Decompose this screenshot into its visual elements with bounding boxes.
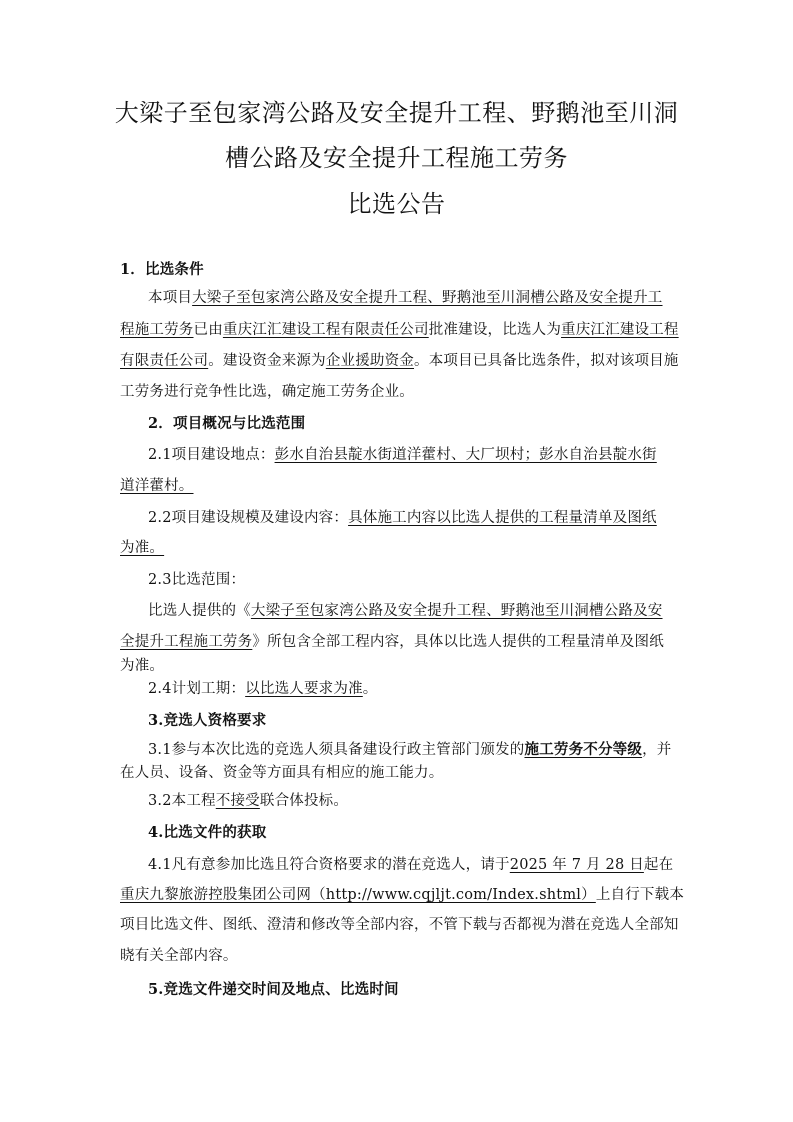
- selector-name-cont: 有限责任公司: [120, 353, 209, 369]
- section-2-heading: 2．项目概况与比选范围: [148, 415, 306, 432]
- item-4-1-line-4: 晓有关全部内容。: [120, 948, 238, 964]
- location-value: 彭水自治县靛水街道洋藿村、大厂坝村；彭水自治县靛水街: [274, 447, 657, 463]
- item-3-2: [148, 794, 348, 809]
- label: 2.2项目建设规模及建设内容：: [148, 510, 349, 526]
- duration-value: 以比选人要求为准: [245, 681, 363, 697]
- section-1-para-line-3: [120, 354, 679, 369]
- text: ，并: [642, 742, 672, 758]
- text: 联合体投标。: [259, 793, 349, 809]
- text: 上自行下载本: [595, 887, 685, 903]
- item-2-3: 2.3比选范围：: [148, 572, 246, 588]
- text: 3.1参与本次比选的竞选人须具备建设行政主管部门颁发的: [148, 742, 525, 758]
- text: 本项目: [148, 290, 193, 306]
- item-3-1-line-2: 在人员、设备、资金等方面具有相应的施工能力。: [120, 765, 444, 781]
- item-2-4: [148, 682, 377, 697]
- text: 。: [362, 681, 378, 697]
- section-4-heading: 4.比选文件的获取: [148, 824, 267, 841]
- label: 2.4计划工期：: [148, 681, 246, 697]
- section-1-para-line-2: [120, 323, 679, 338]
- scope-value-cont: 为准。: [120, 540, 165, 556]
- text: 。建设资金来源为: [208, 353, 326, 369]
- item-4-1-line-1: [148, 858, 673, 873]
- project-name-cont: 全提升工程施工劳务: [120, 634, 253, 650]
- project-name-cont: 程施工劳务: [120, 322, 194, 338]
- text: 起在: [643, 857, 674, 873]
- approver-name: 重庆江汇建设工程有限责任公司: [222, 322, 429, 338]
- location-value-cont: 道洋藿村。: [120, 478, 194, 494]
- text: 比选人提供的《: [148, 603, 251, 619]
- qualification-value: 施工劳务不分等级: [524, 741, 643, 758]
- selector-name: 重庆江汇建设工程: [561, 322, 679, 338]
- project-name: 大梁子至包家湾公路及安全提升工程、野鹅池至川洞槽公路及安全提升工: [192, 290, 663, 306]
- start-date: 2025 年 7 月 28 日: [509, 857, 644, 873]
- text: 。本项目已具备比选条件，拟对该项目施: [414, 353, 679, 369]
- fund-source: 企业援助资金: [325, 353, 415, 369]
- section-5-heading: 5.竞选文件递交时间及地点、比选时间: [148, 981, 399, 998]
- title-line-1: 大梁子至包家湾公路及安全提升工程、野鹅池至川洞: [114, 99, 679, 127]
- scope-value: 具体施工内容以比选人提供的工程量清单及图纸: [348, 510, 657, 526]
- text: 批准建设，比选人为: [428, 322, 562, 338]
- item-2-2-line-1: [148, 511, 657, 526]
- item-2-1-line-1: [148, 448, 657, 463]
- item-4-1-line-2: [120, 888, 684, 903]
- section-1-para-line-1: [148, 291, 663, 306]
- item-2-2-line-2: [120, 541, 164, 556]
- section-1-heading: 1．比选条件: [120, 261, 204, 278]
- section-3-heading: 3.竞选人资格要求: [148, 712, 267, 729]
- item-2-1-line-2: [120, 479, 194, 494]
- text: 》所包含全部工程内容，具体以比选人提供的工程量清单及图纸: [252, 634, 664, 650]
- item-4-1-line-3: 项目比选文件、图纸、澄清和修改等全部内容，不管下载与否都视为潜在竞选人全部知: [120, 917, 679, 933]
- item-2-3-para-line-3: 为准。: [120, 658, 165, 674]
- text: 已由: [193, 322, 223, 338]
- section-1-para-line-4: 工劳务进行竞争性比选，确定施工劳务企业。: [120, 384, 414, 400]
- label: 2.1项目建设地点：: [148, 447, 275, 463]
- title-line-2: 槽公路及安全提升工程施工劳务: [225, 144, 568, 172]
- title-line-3: 比选公告: [347, 190, 446, 218]
- item-2-3-para-line-2: [120, 635, 664, 650]
- item-3-1-line-1: [148, 743, 671, 758]
- consortium-value: 不接受: [215, 793, 260, 809]
- text: 4.1凡有意参加比选且符合资格要求的潜在竞选人，请于: [148, 857, 510, 873]
- project-name: 大梁子至包家湾公路及安全提升工程、野鹅池至川洞槽公路及安: [250, 603, 663, 619]
- download-link[interactable]: 重庆九黎旅游控股集团公司网（http://www.cqjljt.com/Index.shtml）: [120, 887, 596, 903]
- item-2-3-para-line-1: [148, 604, 663, 619]
- text: 3.2本工程: [148, 793, 216, 809]
